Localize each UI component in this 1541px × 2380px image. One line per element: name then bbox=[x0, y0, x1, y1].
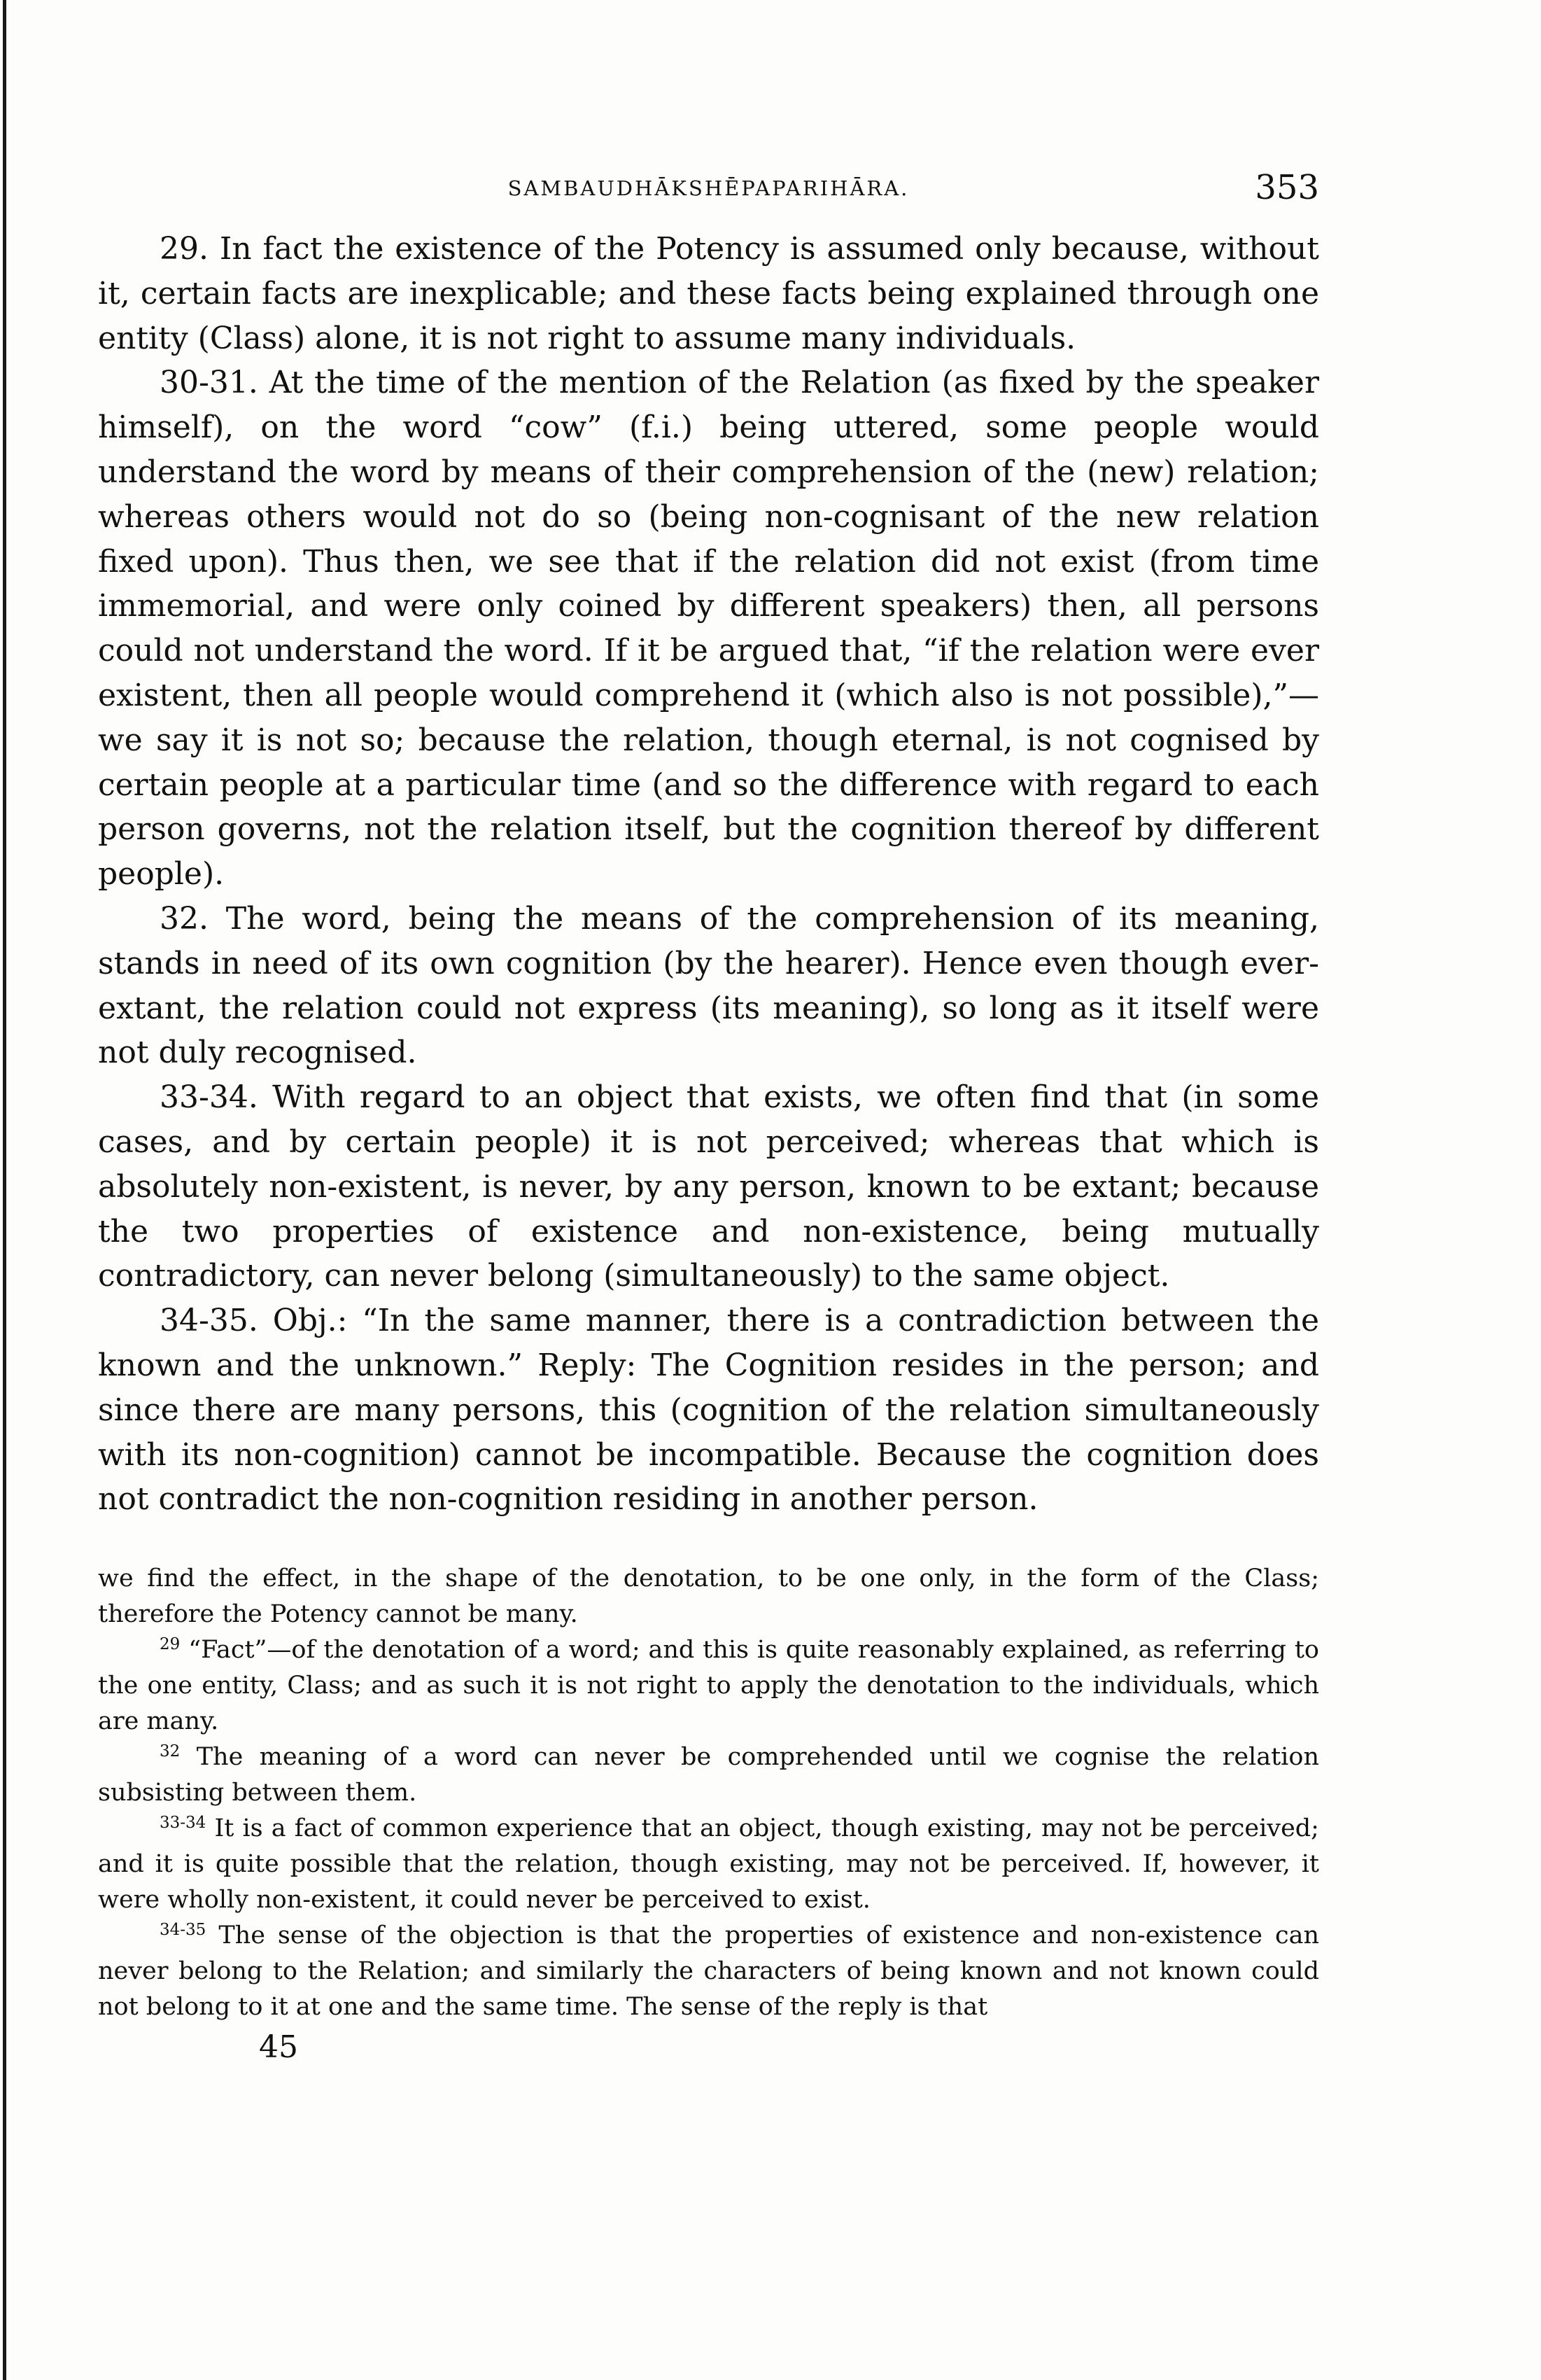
footnote-ref: 29 bbox=[160, 1635, 181, 1654]
footnote-text: The sense of the objection is that the properties of existence and non-existence can never belong to the Relation; and similarly the characters of being known and not known could not belong to it at one and the same time. The sense of the reply is that bbox=[98, 1921, 1319, 2022]
footnote-ref: 33-34 bbox=[160, 1814, 206, 1833]
footnote-text: The meaning of a word can never be comprehended until we cognise the relation subsisting between them. bbox=[98, 1743, 1319, 1807]
paragraph-29: 29. In fact the existence of the Potency is assumed only because, without it, certain facts are inexplicable; and these facts being explained through one entity (Class) alone, it is not right to assume many individuals. bbox=[98, 231, 1319, 356]
paragraph-30-31: 30-31. At the time of the mention of the Relation (as fixed by the speaker himself), on the word “cow” (f.i.) being uttered, some people would understand the word by means of their comprehension of the (new) relation; whereas others would not do so (being non-cognisant of the new relation fixed upon). Thus then, we see that if the relation did not exist (from time immemorial, and were only coined by different speakers) then, all persons could not understand the word. If it be argued that, “if the relation were ever existent, then all people would comprehend it (which also is not possible),”—we say it is not so; because the relation, though eternal, is not cognised by certain people at a particular time (and so the difference with regard to each person governs, not the relation itself, but the cognition thereof by different people). bbox=[98, 365, 1319, 892]
footnote-ref: 34-35 bbox=[160, 1921, 206, 1940]
footnote-text: It is a fact of common experience that an object, though existing, may not be perceived; and it is quite possible that the relation, though existing, may not be perceived. If, however, it were wholly non-existent, it could never be perceived to exist. bbox=[98, 1814, 1319, 1914]
footnotes bbox=[98, 1561, 1319, 2025]
paragraph-32: 32. The word, being the means of the comprehension of its meaning, stands in need of its own cognition (by the hearer). Hence even though ever-extant, the relation could not express (its meaning), so long as it itself were not duly recognised. bbox=[98, 900, 1319, 1071]
book-page bbox=[98, 168, 1319, 2065]
main-text bbox=[98, 227, 1319, 1522]
scan-edge-line bbox=[3, 0, 6, 2380]
running-head bbox=[98, 168, 1319, 217]
footnote-29 bbox=[98, 1632, 1319, 1740]
paragraph-33-34: 33-34. With regard to an object that exists, we often find that (in some cases, and by certain people) it is not perceived; whereas that which is absolutely non-existent, is never, by any person, known to be extant; because the two properties of existence and non-existence, being mutually contradictory, can never belong (simultaneously) to the same object. bbox=[98, 1079, 1319, 1294]
signature-mark: 45 bbox=[259, 2029, 298, 2066]
footnote-32 bbox=[98, 1740, 1319, 1811]
footnote-ref: 32 bbox=[160, 1742, 181, 1761]
footnote-33-34 bbox=[98, 1811, 1319, 1918]
page-number: 353 bbox=[1255, 168, 1319, 207]
paragraph-34-35: 34-35. Obj.: “In the same manner, there is a contradiction between the known and the unknown.” Reply: The Cognition resides in the person; and since there are many persons, this (cognition of the relation simultaneously with its non-cognition) cannot be incompatible. Because the cognition does not contradict the non-cognition residing in another person. bbox=[98, 1303, 1319, 1518]
footnote-text: “Fact”—of the denotation of a word; and this is quite reasonably explained, as referring to the one entity, Class; and as such it is not right to apply the denotation to the individuals, which are many. bbox=[98, 1636, 1319, 1736]
running-title: SAMBAUDHĀKSHĒPAPARIHĀRA. bbox=[507, 176, 910, 200]
footnote-continuation: we find the effect, in the shape of the denotation, to be one only, in the form of the Class; therefore the Potency cannot be many. bbox=[98, 1564, 1319, 1629]
footnote-34-35 bbox=[98, 1918, 1319, 2025]
